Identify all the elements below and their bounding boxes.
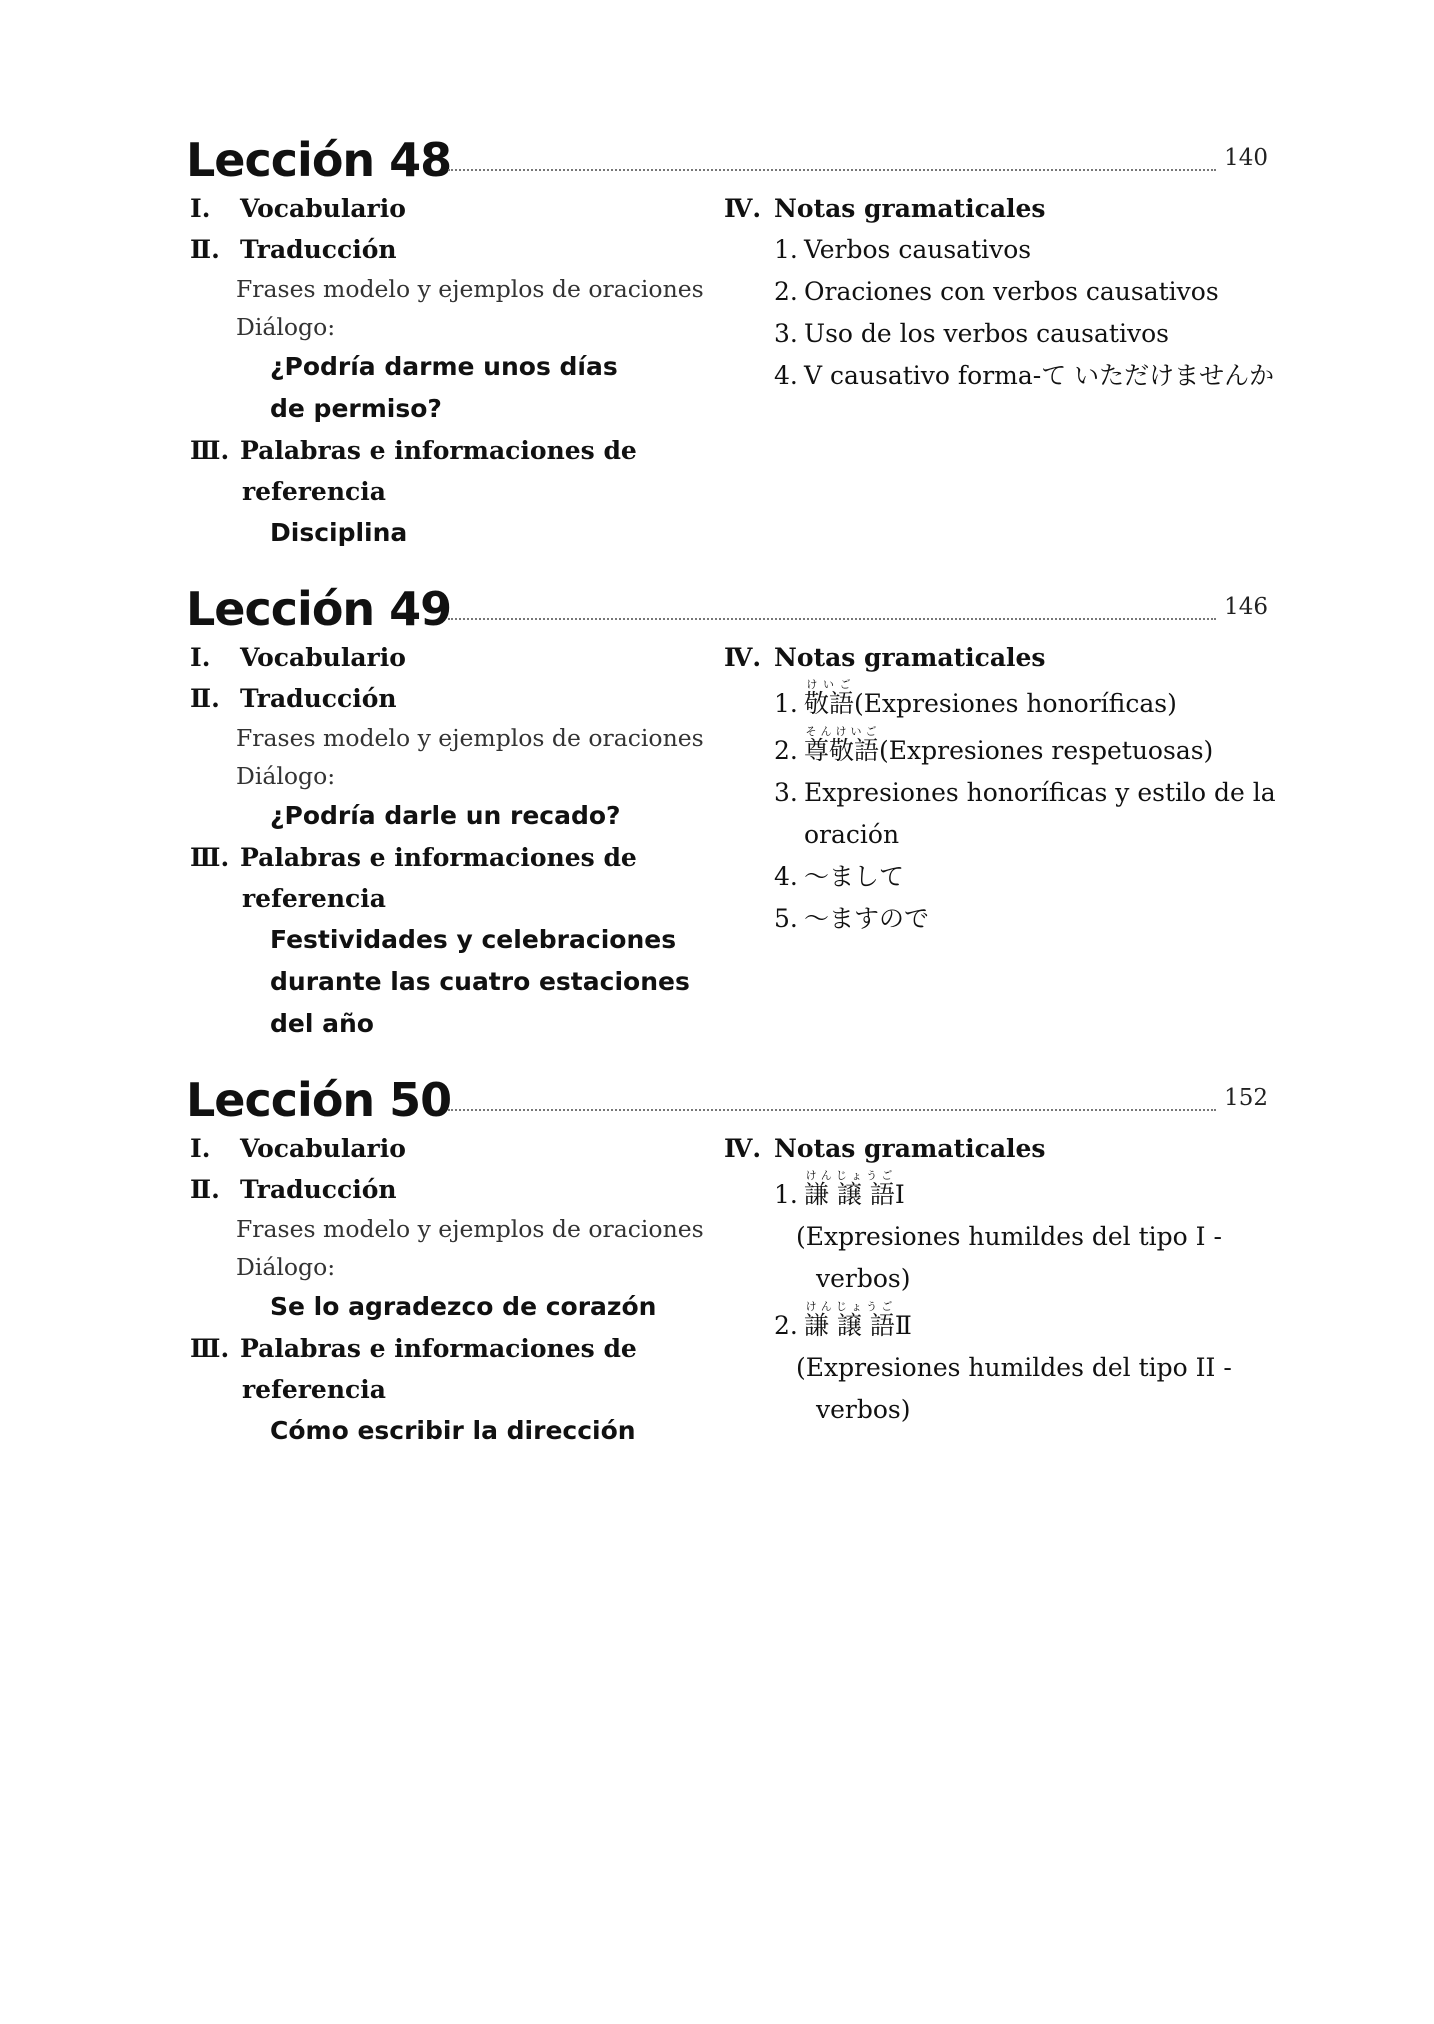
item-text: Uso de los verbos causativos [804, 319, 1169, 348]
section-traduccion[interactable] [186, 678, 726, 719]
reference-title-line[interactable]: durante las cuatro estaciones [270, 967, 690, 996]
roman-numeral: Ⅰ. [190, 643, 211, 672]
item-number: 2. [774, 736, 798, 765]
subsection-frases[interactable]: Frases modelo y ejemplos de oraciones [236, 724, 704, 752]
grammar-note-item-continued: oración [804, 820, 900, 849]
grammar-note-item[interactable] [720, 898, 1280, 940]
item-text: ～まして [804, 862, 905, 891]
grammar-note-item[interactable] [720, 725, 1280, 772]
section-label: Notas gramaticales [774, 194, 1046, 223]
item-number: 4. [774, 862, 798, 891]
roman-numeral: Ⅰ. [190, 194, 211, 223]
reference-title-line[interactable]: Cómo escribir la dirección [270, 1416, 636, 1445]
japanese-term-with-furigana [804, 1300, 895, 1340]
grammar-note-gloss-continued: verbos) [816, 1264, 911, 1293]
japanese-term-with-furigana [804, 678, 855, 718]
section-label: Vocabulario [240, 643, 406, 672]
section-label: Vocabulario [240, 194, 406, 223]
item-text: (Expresiones respetuosas) [879, 736, 1214, 765]
dialog-title-line[interactable]: de permiso? [270, 394, 442, 423]
dotted-leader [448, 618, 1216, 620]
roman-numeral: Ⅲ. [190, 843, 230, 872]
lesson-title: Lección 49 [186, 582, 452, 636]
item-number: 1. [774, 689, 798, 718]
grammar-note-gloss-continued: verbos) [816, 1395, 911, 1424]
reference-title-line[interactable]: del año [270, 1009, 374, 1038]
page-number[interactable]: 146 [1224, 594, 1268, 620]
roman-numeral: Ⅱ. [190, 235, 220, 264]
grammar-note-item[interactable] [720, 1300, 1280, 1347]
subsection-frases[interactable]: Frases modelo y ejemplos de oraciones [236, 1215, 704, 1243]
right-column [720, 637, 1280, 940]
roman-numeral: Ⅰ. [190, 1134, 211, 1163]
dotted-leader [448, 1109, 1216, 1111]
grammar-note-gloss: (Expresiones humildes del tipo I - [796, 1222, 1222, 1251]
grammar-note-item[interactable] [720, 678, 1280, 725]
grammar-note-gloss: (Expresiones humildes del tipo II - [796, 1353, 1232, 1382]
section-label: Traducción [240, 684, 397, 713]
section-palabras[interactable] [186, 837, 726, 878]
right-column [720, 188, 1280, 397]
lesson-50-section [186, 1070, 1268, 1445]
grammar-note-item[interactable] [720, 229, 1280, 271]
furigana: けんじょうご [804, 1169, 895, 1182]
item-text: (Expresiones honoríficas) [854, 689, 1177, 718]
section-label-continued: referencia [242, 1375, 386, 1404]
section-label: Palabras e informaciones de [240, 843, 637, 872]
item-text: ～ますので [804, 904, 930, 933]
lesson-heading [186, 130, 1268, 192]
item-number: 3. [774, 778, 798, 807]
item-number: 4. [774, 361, 798, 390]
item-suffix: Ⅰ [894, 1180, 905, 1209]
dialog-title-line[interactable]: ¿Podría darle un recado? [270, 801, 621, 830]
lesson-49-section [186, 579, 1276, 1038]
section-label: Palabras e informaciones de [240, 1334, 637, 1363]
furigana: けんじょうご [804, 1300, 895, 1313]
item-text: V causativo forma-て いただけませんか [804, 361, 1275, 390]
page-number[interactable]: 140 [1224, 145, 1268, 171]
section-vocabulario[interactable] [186, 1128, 726, 1169]
section-label: Vocabulario [240, 1134, 406, 1163]
subsection-dialogo: Diálogo: [236, 313, 336, 341]
section-vocabulario[interactable] [186, 637, 726, 678]
subsection-dialogo: Diálogo: [236, 762, 336, 790]
lesson-title: Lección 48 [186, 133, 452, 187]
dialog-title-line[interactable]: ¿Podría darme unos días [270, 352, 618, 381]
grammar-note-item[interactable] [720, 856, 1280, 898]
section-notas-gramaticales[interactable] [720, 637, 1280, 678]
item-number: 2. [774, 277, 798, 306]
roman-numeral: Ⅱ. [190, 1175, 220, 1204]
roman-numeral: Ⅳ. [724, 1134, 762, 1163]
japanese-term: 謙 譲 語 [804, 1180, 895, 1209]
grammar-note-item[interactable] [720, 355, 1280, 397]
grammar-note-item[interactable] [720, 772, 1280, 814]
section-traduccion[interactable] [186, 1169, 726, 1210]
item-number: 1. [774, 235, 798, 264]
item-number: 5. [774, 904, 798, 933]
roman-numeral: Ⅳ. [724, 643, 762, 672]
item-text: Oraciones con verbos causativos [804, 277, 1219, 306]
dotted-leader [448, 169, 1216, 171]
section-notas-gramaticales[interactable] [720, 188, 1280, 229]
item-text: Verbos causativos [804, 235, 1032, 264]
item-text: Expresiones honoríficas y estilo de la [804, 778, 1276, 807]
section-palabras[interactable] [186, 1328, 726, 1369]
section-label: Traducción [240, 1175, 397, 1204]
item-suffix: Ⅱ [894, 1311, 912, 1340]
reference-title-line[interactable]: Festividades y celebraciones [270, 925, 677, 954]
japanese-term: 謙 譲 語 [804, 1311, 895, 1340]
right-column [720, 1128, 1280, 1431]
japanese-term: 尊敬語 [804, 736, 880, 765]
item-number: 2. [774, 1311, 798, 1340]
item-number: 3. [774, 319, 798, 348]
section-label: Traducción [240, 235, 397, 264]
section-vocabulario[interactable] [186, 188, 726, 229]
item-number: 1. [774, 1180, 798, 1209]
dialog-title-line[interactable]: Se lo agradezco de corazón [270, 1292, 657, 1321]
section-traduccion[interactable] [186, 229, 726, 270]
left-column [186, 188, 726, 554]
lesson-heading [186, 1070, 1268, 1132]
grammar-note-item[interactable] [720, 271, 1280, 313]
section-label-continued: referencia [242, 477, 386, 506]
japanese-term-with-furigana [804, 1169, 895, 1209]
japanese-term: 敬語 [804, 689, 855, 718]
furigana: そんけいご [804, 725, 880, 738]
reference-title-line[interactable]: Disciplina [270, 518, 408, 547]
left-column [186, 637, 726, 1045]
lesson-heading [186, 579, 1268, 641]
japanese-term-with-furigana [804, 725, 880, 765]
grammar-note-item[interactable] [720, 313, 1280, 355]
section-palabras[interactable] [186, 430, 726, 471]
subsection-frases[interactable]: Frases modelo y ejemplos de oraciones [236, 275, 704, 303]
section-label: Palabras e informaciones de [240, 436, 637, 465]
roman-numeral: Ⅲ. [190, 436, 230, 465]
grammar-note-item[interactable] [720, 1169, 1280, 1216]
left-column [186, 1128, 726, 1452]
subsection-dialogo: Diálogo: [236, 1253, 336, 1281]
section-label: Notas gramaticales [774, 643, 1046, 672]
roman-numeral: Ⅱ. [190, 684, 220, 713]
lesson-48-section [186, 130, 1275, 547]
section-notas-gramaticales[interactable] [720, 1128, 1280, 1169]
roman-numeral: Ⅳ. [724, 194, 762, 223]
roman-numeral: Ⅲ. [190, 1334, 230, 1363]
furigana: けいご [804, 678, 854, 691]
section-label: Notas gramaticales [774, 1134, 1046, 1163]
section-label-continued: referencia [242, 884, 386, 913]
lesson-title: Lección 50 [186, 1073, 452, 1127]
page-number[interactable]: 152 [1224, 1085, 1268, 1111]
